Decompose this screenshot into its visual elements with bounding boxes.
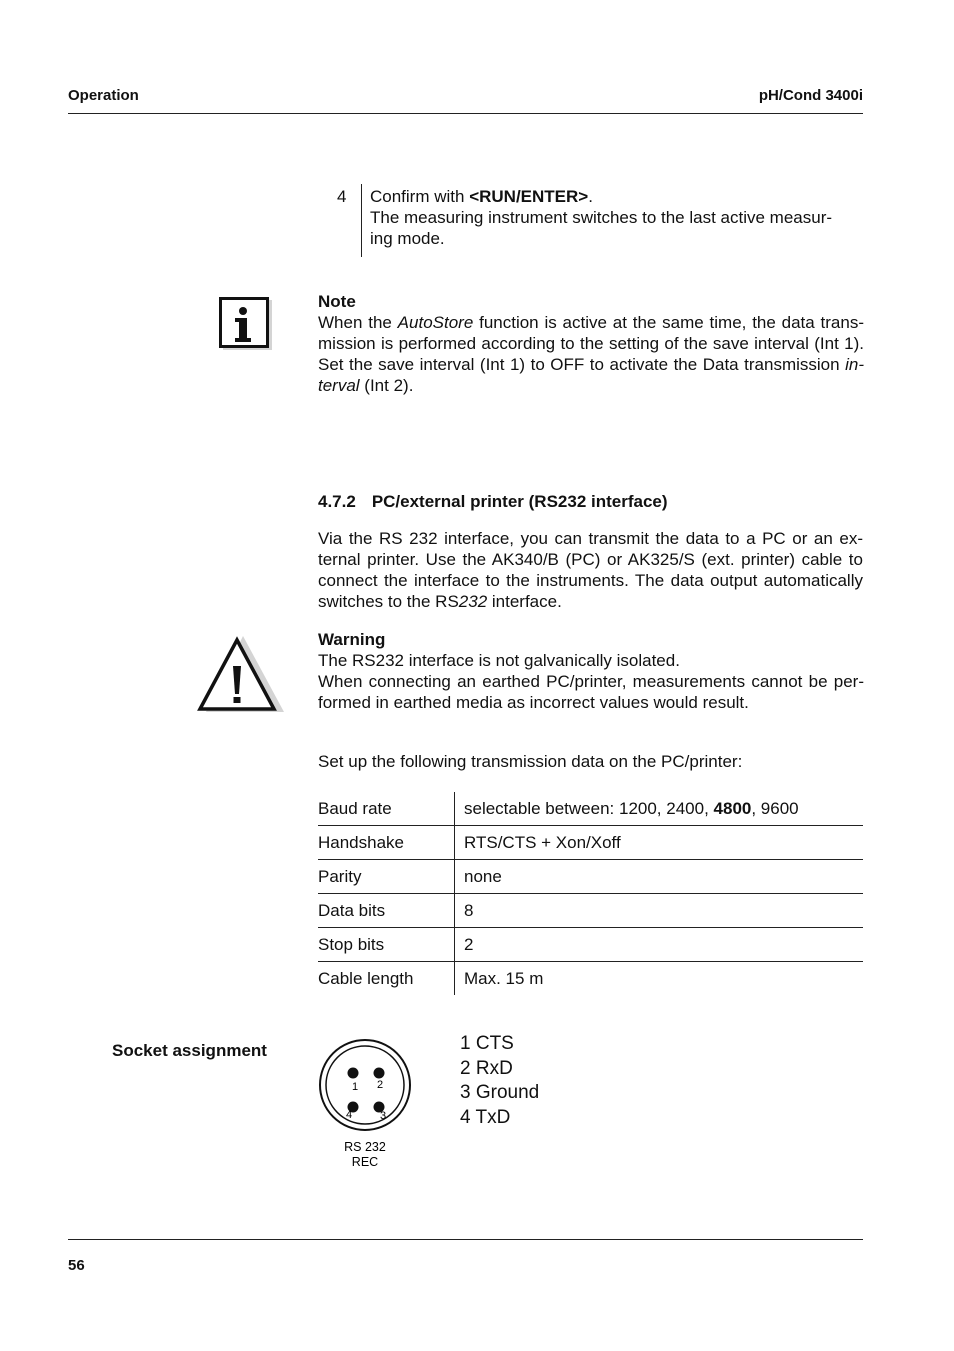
socket-pin-2-label: 2 xyxy=(376,1079,384,1091)
socket-pin-4-label: 4 xyxy=(345,1109,353,1121)
socket-caption-rec: REC xyxy=(351,1155,379,1169)
section-heading xyxy=(318,491,668,512)
transmission-table xyxy=(318,792,863,995)
pin-txd: 4 TxD xyxy=(460,1106,511,1128)
step-line2: The measuring instrument switches to the last active measur- xyxy=(370,208,833,227)
warning-line1: The RS232 interface is not galvanically isolated. xyxy=(318,651,680,670)
table-row xyxy=(318,928,863,962)
header-rule xyxy=(68,113,863,114)
socket-caption-rs232: RS 232 xyxy=(344,1140,386,1154)
socket-pin-list xyxy=(460,1032,539,1130)
footer-rule xyxy=(68,1239,863,1240)
row-label-handshake: Handshake xyxy=(318,826,455,860)
run-enter-key: <RUN/ENTER> xyxy=(469,187,589,206)
intro-paragraph: Via the RS 232 interface, you can transmit the data to a PC or an ex-ternal printer. Use the AK340/B (PC) or AK325/S (ext. printer) cable to connect the interface to the instruments. The data output automatically switches to the RS232 interface. xyxy=(318,529,863,611)
socket-assignment-label: Socket assignment xyxy=(112,1041,267,1060)
socket-pin-1-label: 1 xyxy=(351,1081,359,1093)
setup-text: Set up the following transmission data on the PC/printer: xyxy=(318,752,743,771)
note-title: Note xyxy=(318,292,356,311)
note-body: When the AutoStore function is active at the same time, the data trans-mission is performed according to the setting of the save interval (Int 1). Set the save interval (Int 1) to OFF to activate the Data transmission in-terval (Int 2). xyxy=(318,313,864,395)
row-value-parity: none xyxy=(455,860,864,894)
row-value-data-bits: 8 xyxy=(455,894,864,928)
warning-title: Warning xyxy=(318,630,386,649)
table-row xyxy=(318,962,863,996)
step-bar xyxy=(361,184,362,257)
section-title: PC/external printer (RS232 interface) xyxy=(371,492,668,511)
pin-rxd: 2 RxD xyxy=(460,1057,513,1079)
rs232-socket-icon xyxy=(318,1038,414,1174)
header-product: pH/Cond 3400i xyxy=(758,87,863,104)
header-section: Operation xyxy=(68,87,139,104)
row-label-stop-bits: Stop bits xyxy=(318,928,455,962)
info-icon xyxy=(219,297,272,350)
row-label-cable-length: Cable length xyxy=(318,962,455,996)
page-number: 56 xyxy=(68,1257,85,1274)
step-line1-prefix: Confirm with xyxy=(370,187,470,206)
step-number: 4 xyxy=(337,187,347,206)
row-value-stop-bits: 2 xyxy=(455,928,864,962)
pin-ground: 3 Ground xyxy=(460,1082,540,1103)
table-row xyxy=(318,826,863,860)
pin-cts: 1 CTS xyxy=(460,1033,514,1054)
warning-icon xyxy=(196,634,284,714)
table-row xyxy=(318,792,863,826)
row-value-cable-length: Max. 15 m xyxy=(455,962,864,996)
row-value-baud-rate: selectable between: 1200, 2400, 4800, 9600 xyxy=(464,798,799,818)
table-row xyxy=(318,894,863,928)
step-text: Confirm with <RUN/ENTER>. The measuring instrument switches to the last active measur- ing mode. xyxy=(370,186,863,249)
table-row xyxy=(318,860,863,894)
warning-line2: When connecting an earthed PC/printer, measurements cannot be per-formed in earthed media as incorrect values would result. xyxy=(318,672,864,712)
row-value-handshake: RTS/CTS + Xon/Xoff xyxy=(455,826,864,860)
row-label-data-bits: Data bits xyxy=(318,894,455,928)
row-label-baud-rate: Baud rate xyxy=(318,792,455,826)
row-label-parity: Parity xyxy=(318,860,455,894)
socket-pin-3-label: 3 xyxy=(379,1110,387,1122)
step-line3: ing mode. xyxy=(370,229,445,248)
section-number: 4.7.2 xyxy=(318,492,356,511)
